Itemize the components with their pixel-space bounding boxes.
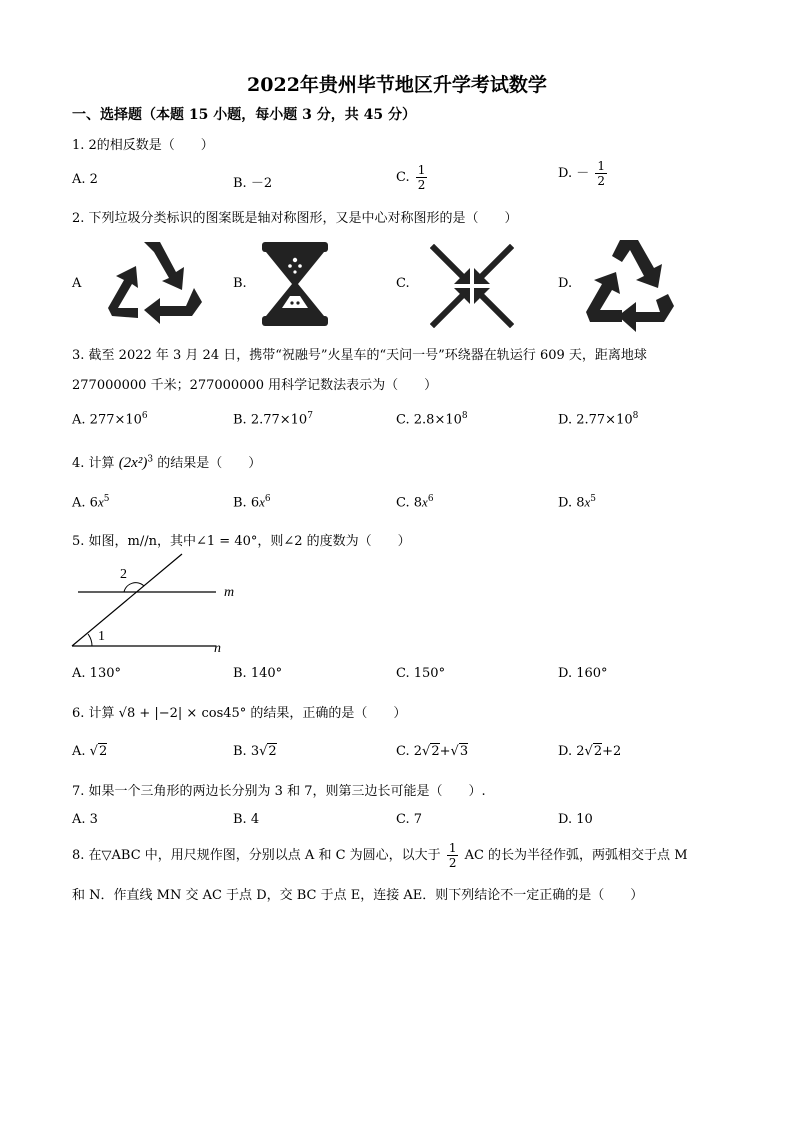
option-base: 2.77×10 — [250, 412, 308, 428]
fraction — [416, 164, 428, 191]
option-base: 277×10 — [89, 412, 142, 428]
q5-option-d[interactable] — [558, 666, 608, 681]
option-label: C. — [396, 666, 410, 681]
option-value: 160° — [576, 666, 608, 681]
option-var: x — [259, 494, 265, 510]
q2-stem: 2. 下列垃圾分类标识的图案既是轴对称图形，又是中心对称图形的是（ ） — [72, 211, 518, 226]
radicand: 3 — [459, 744, 469, 759]
option-value: 7 — [413, 812, 423, 827]
q8-stem-post: AC 的长为半径作弧，两弧相交于点 M — [464, 848, 688, 863]
q3-option-d[interactable] — [558, 411, 638, 427]
minus-sign: － — [576, 166, 590, 181]
option-value: 130° — [89, 666, 121, 681]
option-label: A. — [72, 412, 86, 428]
hourglass-icon[interactable] — [260, 240, 330, 328]
option-label: D. — [558, 166, 573, 181]
q3-option-c[interactable] — [396, 411, 468, 427]
recycle-triangle-icon[interactable] — [104, 236, 204, 328]
q4-stem-post: 的结果是（ ） — [157, 456, 262, 471]
q2-option-b-label: B. — [233, 276, 247, 291]
option-var: x — [422, 494, 428, 510]
option-label: B. — [233, 812, 247, 827]
option-label: B. — [233, 666, 247, 681]
denominator: 2 — [597, 174, 606, 188]
q6-option-b[interactable]: B. 3√2 — [233, 744, 277, 759]
option-label: B. — [233, 176, 247, 191]
q5-stem: 5. 如图，m//n，其中∠1 = 40°，则∠2 的度数为（ ） — [72, 534, 411, 549]
q2-option-a-label: A — [72, 276, 82, 291]
label-m: m — [224, 585, 235, 600]
option-label: A. — [72, 172, 86, 187]
q4-stem-expression: (2x²) — [118, 455, 148, 471]
q4-stem-pre: 4. 计算 — [72, 456, 115, 471]
option-label: C. — [396, 495, 410, 511]
option-coef: 8 — [413, 495, 423, 511]
option-label: B. — [233, 412, 247, 428]
option-exponent: 6 — [264, 494, 271, 504]
option-value: 3 — [89, 812, 98, 827]
q6-option-c[interactable]: C. 2√2+√3 — [396, 744, 469, 759]
option-exponent: 5 — [590, 494, 597, 504]
q5-option-b[interactable] — [233, 666, 282, 681]
fraction — [595, 160, 607, 187]
q4-option-a[interactable] — [72, 494, 109, 510]
q1-stem: 1. 2的相反数是（ ） — [72, 138, 214, 153]
option-exponent: 6 — [427, 494, 434, 504]
fraction — [447, 842, 459, 869]
q1-option-d[interactable] — [558, 160, 609, 187]
q5-option-c[interactable] — [396, 666, 445, 681]
radicand: 2 — [268, 744, 277, 759]
option-label: D. — [558, 495, 573, 511]
transversal-line — [72, 554, 182, 646]
q7-option-b[interactable] — [233, 812, 259, 827]
q4-option-c[interactable] — [396, 494, 434, 510]
option-exponent: 8 — [461, 411, 468, 421]
q3-stem-line2: 277000000 千米；277000000 用科学记数法表示为（ ） — [72, 378, 438, 393]
angle-1-arc — [88, 634, 92, 646]
denominator: 2 — [448, 856, 457, 870]
option-label: C. — [396, 170, 410, 185]
option-value: 140° — [250, 666, 283, 681]
q7-option-d[interactable] — [558, 812, 593, 827]
q2-option-c-label: C. — [396, 276, 410, 291]
label-angle-2: 2 — [120, 567, 127, 582]
option-value: 10 — [576, 812, 593, 827]
option-value: 150° — [413, 666, 446, 681]
option-exponent: 5 — [103, 494, 110, 504]
option-exponent: 8 — [632, 411, 639, 421]
option-value: 2 — [89, 172, 98, 187]
option-var: x — [97, 494, 104, 510]
page-title: 2022年贵州毕节地区升学考试数学 — [247, 74, 547, 96]
parallel-lines-figure — [70, 550, 250, 658]
option-label: D. — [558, 744, 573, 759]
q8-stem-line1 — [72, 842, 688, 869]
label-angle-1: 1 — [98, 629, 105, 644]
option-var: x — [584, 494, 591, 510]
q4-option-b[interactable] — [233, 494, 271, 510]
q6-stem: 6. 计算 √8 + |−2| × cos45° 的结果，正确的是（ ） — [72, 706, 407, 721]
q7-option-a[interactable] — [72, 812, 98, 827]
option-label: C. — [396, 412, 410, 428]
q8-stem-line2: 和 N．作直线 MN 交 AC 于点 D，交 BC 于点 E，连接 AE．则下列结论不一定正确的是（ ） — [72, 888, 644, 903]
option-label: D. — [558, 666, 573, 681]
option-value: －2 — [250, 176, 273, 191]
option-coef: 2 — [576, 744, 585, 759]
q1-option-a[interactable] — [72, 172, 98, 187]
section-heading: 一、选择题（本题 15 小题，每小题 3 分，共 45 分） — [72, 107, 416, 123]
radicand: 2 — [431, 744, 440, 759]
option-coef: 2 — [413, 744, 423, 759]
q1-option-c[interactable] — [396, 164, 429, 191]
q6-option-a[interactable]: A. √2 — [72, 744, 108, 759]
numerator: 1 — [417, 163, 426, 177]
option-base: 2.77×10 — [576, 412, 633, 428]
option-label: A. — [72, 666, 86, 681]
option-coef: 3 — [250, 744, 260, 759]
denominator: 2 — [417, 178, 426, 192]
q5-option-a[interactable] — [72, 666, 121, 681]
option-coef: 8 — [576, 495, 585, 511]
q3-option-b[interactable] — [233, 411, 313, 427]
option-label: A. — [72, 812, 86, 827]
q4-stem — [72, 452, 261, 472]
q2-option-d-label: D. — [558, 276, 573, 291]
option-label: A. — [72, 495, 86, 511]
q4-option-d[interactable] — [558, 494, 596, 510]
option-base: 2.8×10 — [413, 412, 462, 428]
radicand: 2 — [593, 744, 603, 759]
q3-option-a[interactable] — [72, 411, 148, 427]
angle-2-arc — [124, 583, 144, 592]
converging-arrows-icon[interactable] — [430, 244, 514, 328]
option-tail: +2 — [602, 744, 622, 759]
q1-option-b[interactable] — [233, 172, 272, 191]
option-label: B. — [233, 495, 247, 511]
option-coef: 6 — [250, 495, 260, 511]
numerator: 1 — [597, 159, 606, 173]
q4-stem-exponent: 3 — [147, 454, 154, 465]
option-label: D. — [558, 812, 573, 827]
option-exponent: 6 — [141, 411, 148, 421]
option-label: C. — [396, 744, 410, 759]
q8-stem-pre: 8. 在▽ABC 中，用尺规作图，分别以点 A 和 C 为圆心，以大于 — [72, 848, 441, 863]
plus-sign: + — [439, 744, 451, 759]
radicand: 2 — [98, 744, 108, 759]
option-label: A. — [72, 744, 86, 759]
q6-option-d[interactable]: D. 2√2+2 — [558, 744, 622, 759]
numerator: 1 — [448, 841, 457, 855]
q7-option-c[interactable] — [396, 812, 422, 827]
recycle-symbol-icon[interactable] — [584, 236, 676, 334]
q7-stem: 7. 如果一个三角形的两边长分别为 3 和 7，则第三边长可能是（ ）. — [72, 784, 486, 799]
label-n: n — [214, 641, 221, 656]
option-label: B. — [233, 744, 247, 759]
option-label: D. — [558, 412, 573, 428]
q3-stem-line1: 3. 截至 2022 年 3 月 24 日，携带“祝融号”火星车的“天问一号”环绕器在轨运行 609 天，距离地球 — [72, 348, 647, 363]
option-coef: 6 — [89, 495, 98, 511]
option-exponent: 7 — [307, 411, 313, 421]
option-value: 4 — [250, 812, 260, 827]
option-label: C. — [396, 812, 410, 827]
